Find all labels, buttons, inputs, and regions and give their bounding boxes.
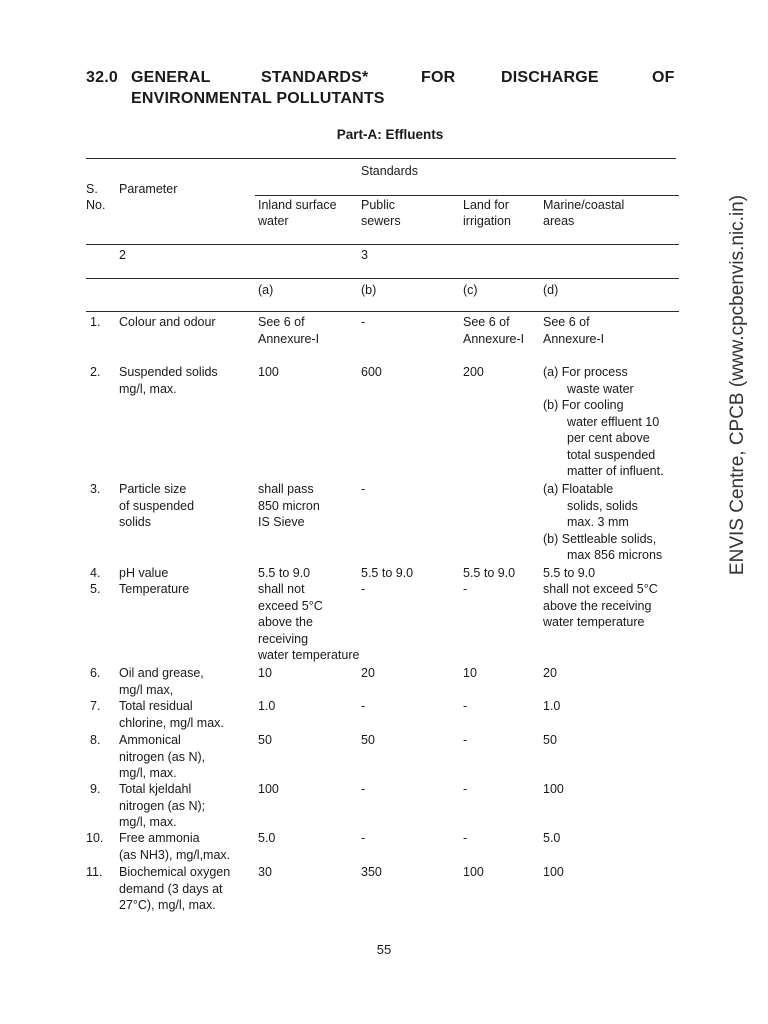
row-number: 6.: [90, 666, 101, 680]
row-col-d: 5.0: [543, 831, 561, 845]
col-d-header-1: Marine/coastal: [543, 198, 625, 212]
row-col-d-line: (a) For process: [543, 365, 628, 379]
row-col-b: -: [361, 582, 366, 596]
row-col-c-line: See 6 of: [463, 315, 510, 329]
row-parameter-line: mg/l, max.: [119, 381, 177, 396]
letter-b: (b): [361, 283, 377, 297]
row-parameter-line: mg/l, max.: [119, 815, 177, 829]
row-col-a-line: 850 micron: [258, 498, 320, 513]
row-col-a-line: shall pass: [258, 482, 314, 496]
row-parameter: pH value: [119, 566, 169, 580]
row-parameter-line: Suspended solids: [119, 365, 218, 379]
row-parameter-line: chlorine, mg/l max.: [119, 715, 224, 730]
row-parameter-line: Particle size: [119, 482, 187, 496]
row-parameter: Colour and odour: [119, 315, 216, 329]
row-col-d-line: total suspended: [567, 447, 656, 462]
row-col-b: 5.5 to 9.0: [361, 566, 414, 580]
row-number: 11.: [86, 865, 103, 879]
row-number: 9.: [90, 782, 101, 796]
letter-row-rule: [86, 311, 679, 312]
row-col-d-line: matter of influent.: [567, 464, 664, 478]
heading-line-2: ENVIRONMENTAL POLLUTANTS: [131, 90, 385, 107]
row-parameter-line: mg/l max,: [119, 682, 174, 697]
row-parameter-line: mg/l, max.: [119, 766, 177, 780]
row-col-d: 5.5 to 9.0: [543, 566, 596, 580]
heading-word-of: OF: [652, 69, 675, 86]
row-col-d-line: (b) Settleable solids,: [543, 531, 657, 546]
row-parameter-line: Ammonical: [119, 733, 181, 747]
row-col-b: -: [361, 782, 366, 796]
row-parameter-line: Total residual: [119, 699, 193, 713]
row-col-a-line: shall not: [258, 582, 305, 596]
row-col-d-line: max 856 microns: [567, 548, 663, 562]
col-a-header-1: Inland surface: [258, 198, 337, 212]
col-a-header-2: water: [258, 214, 289, 228]
part-title: Part-A: Effluents: [336, 127, 444, 142]
row-number: 7.: [90, 699, 101, 713]
row-col-d-line: max. 3 mm: [567, 515, 629, 529]
letter-a: (a): [258, 283, 274, 297]
heading-word-general: GENERAL: [131, 69, 211, 86]
row-col-b: 20: [361, 666, 375, 680]
heading-word-standards: STANDARDS*: [261, 69, 369, 86]
row-col-a-line: water temperature: [258, 648, 360, 662]
row-col-c: 100: [463, 865, 484, 879]
row-col-a-line: IS Sieve: [258, 515, 305, 529]
row-col-d: 1.0: [543, 699, 561, 713]
row-col-a: 5.5 to 9.0: [258, 566, 311, 580]
col-c-header-2: irrigation: [463, 214, 511, 228]
row-col-d-line: Annexure-I: [543, 331, 605, 346]
row-col-d-line: water effluent 10: [567, 414, 660, 429]
row-col-b: -: [361, 482, 366, 496]
row-col-d-line: solids, solids: [567, 498, 638, 513]
row-col-d-line: water temperature: [543, 615, 645, 629]
row-col-a-line: exceed 5°C: [258, 598, 323, 613]
row-col-d-line: shall not exceed 5°C: [543, 582, 658, 596]
row-col-d-line: (a) Floatable: [543, 482, 614, 496]
row-number: 1.: [90, 315, 101, 329]
row-col-d: 100: [543, 865, 564, 879]
row-col-a: 1.0: [258, 699, 276, 713]
row-parameter-line: Total kjeldahl: [119, 782, 192, 796]
standards-label: Standards: [361, 164, 418, 178]
row-col-c: -: [463, 582, 468, 596]
row-col-d-line: (b) For cooling: [543, 398, 624, 412]
row-parameter-line: solids: [119, 515, 151, 529]
row-parameter-line: (as NH3), mg/l,max.: [119, 847, 231, 862]
row-number: 4.: [90, 566, 101, 580]
row-number: 3.: [90, 482, 101, 496]
row-col-c: -: [463, 831, 468, 845]
row-number: 5.: [90, 582, 101, 596]
row-parameter-line: of suspended: [119, 498, 195, 513]
row-col-d-line: waste water: [567, 381, 634, 396]
row-col-d-line: above the receiving: [543, 598, 652, 613]
number-row-standards: 3: [361, 248, 368, 262]
parameter-header: Parameter: [119, 182, 178, 196]
row-parameter-line: nitrogen (as N);: [119, 798, 206, 813]
row-col-b: -: [361, 315, 366, 329]
row-parameter-line: demand (3 days at: [119, 881, 223, 896]
row-number: 2.: [90, 365, 101, 379]
sno-header-1: S.: [86, 182, 98, 196]
row-col-b: -: [361, 831, 366, 845]
row-number: 8.: [90, 733, 101, 747]
row-col-c-line: Annexure-I: [463, 331, 525, 346]
row-col-d-line: See 6 of: [543, 315, 590, 329]
row-col-c: 200: [463, 365, 484, 379]
row-col-a: 50: [258, 733, 272, 747]
row-col-a-line: above the: [258, 615, 313, 629]
row-col-c: 5.5 to 9.0: [463, 566, 516, 580]
letter-d: (d): [543, 283, 559, 297]
row-parameter-line: Oil and grease,: [119, 666, 204, 680]
row-col-a-line: receiving: [258, 631, 309, 646]
row-parameter: Temperature: [119, 582, 190, 596]
row-col-d: 20: [543, 666, 557, 680]
row-col-b: -: [361, 699, 366, 713]
row-col-b: 50: [361, 733, 375, 747]
col-d-header-2: areas: [543, 214, 575, 228]
row-col-d: 100: [543, 782, 564, 796]
heading-word-for: FOR: [421, 69, 456, 86]
row-col-a: 30: [258, 865, 272, 879]
row-col-b: 600: [361, 365, 382, 379]
heading-word-discharge: DISCHARGE: [501, 69, 599, 86]
row-col-d: 50: [543, 733, 557, 747]
number-row-rule: [86, 278, 679, 279]
section-number: 32.0: [86, 69, 118, 86]
row-col-a-line: See 6 of: [258, 315, 305, 329]
row-col-c: -: [463, 733, 468, 747]
header-rule: [86, 244, 679, 245]
standards-rule: [255, 195, 679, 196]
row-parameter-line: 27°C), mg/l, max.: [119, 898, 216, 912]
row-col-c: -: [463, 699, 468, 713]
row-col-c: -: [463, 782, 468, 796]
row-col-a: 100: [258, 365, 279, 379]
number-row-param: 2: [119, 248, 126, 262]
sno-header-2: No.: [86, 198, 106, 212]
row-number: 10.: [86, 831, 104, 845]
page-number: 55: [376, 942, 392, 957]
row-col-a-line: Annexure-I: [258, 331, 320, 346]
col-c-header-1: Land for: [463, 198, 509, 212]
row-col-b: 350: [361, 865, 382, 879]
col-b-header-1: Public: [361, 198, 396, 212]
row-col-c: 10: [463, 666, 477, 680]
row-parameter-line: Free ammonia: [119, 831, 200, 845]
row-parameter-line: Biochemical oxygen: [119, 865, 231, 879]
row-col-d-line: per cent above: [567, 431, 650, 445]
row-parameter-line: nitrogen (as N),: [119, 749, 206, 764]
letter-c: (c): [463, 283, 478, 297]
table-top-rule: [86, 158, 676, 159]
row-col-a: 10: [258, 666, 272, 680]
col-b-header-2: sewers: [361, 214, 401, 228]
row-col-a: 100: [258, 782, 279, 796]
side-watermark: ENVIS Centre, CPCB (www.cpcbenvis.nic.in): [726, 194, 748, 576]
row-col-a: 5.0: [258, 831, 276, 845]
